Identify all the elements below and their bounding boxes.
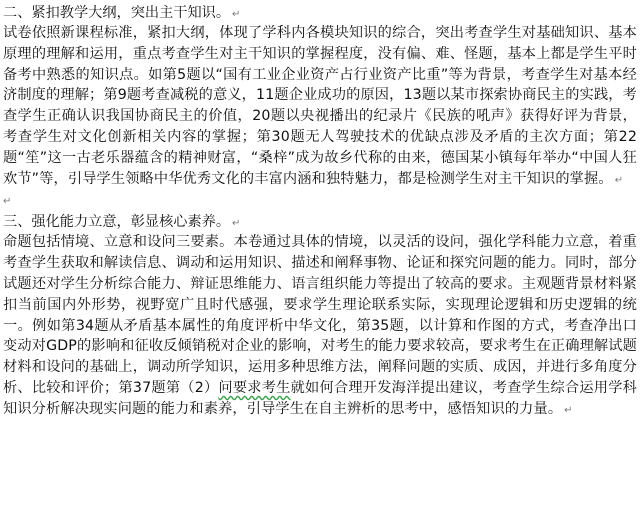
section-three-body-text-2: 就如何合理开发海洋提出建议，考查学生综合运用学科知识分析解决现实问题的能力和素养，引导学生在自主辨析的思考中，感悟知识的力量。: [3, 379, 637, 417]
document-page: [3, 3, 637, 422]
section-two-heading: [3, 3, 637, 23]
section-three-body: [3, 232, 637, 421]
section-three-heading: [3, 212, 637, 232]
section-three: [3, 212, 637, 421]
grammar-underlined-text[interactable]: 问要求考生: [218, 379, 291, 396]
blank-line: [3, 191, 637, 212]
paragraph-mark-icon: ↵: [3, 196, 12, 208]
paragraph-mark-icon: ↵: [564, 404, 573, 416]
paragraph-mark-icon: ↵: [614, 174, 624, 186]
section-three-heading-text: 三、强化能力立意，彰显核心素养。: [3, 214, 231, 231]
section-two: [3, 3, 637, 191]
paragraph-mark-icon: ↵: [232, 218, 241, 230]
section-two-body: [3, 23, 637, 191]
section-two-heading-text: 二、紧扣教学大纲，突出主干知识。: [3, 5, 231, 21]
section-three-body-text-1: 命题包括情境、立意和设问三要素。本卷通过具体的情境，以灵活的设问，强化学科能力立意，着重考查学生获取和解读信息、调动和运用知识、描述和阐释事物、论证和探究问题的能力。同时，部分试题还对学生分析综合能力、辩证思维能力、语言组织能力等提出了较高的要求。主观题背景材料紧扣当前国内外形势，视野宽广且时代感强，要求学生理论联系实际，实现理论逻辑和历史逻辑的统一。例如第34题从矛盾基本属性的角度评析中华文化，第35题，以计算和作图的方式，考查净出口变动对GDP的影响和征收反倾销税对企业的影响，对考生的能力要求较高，要求考生在正确理解试题材料和设问的基础上，调动所学知识，运用多种思维方法，阐释问题的实质、成因，并进行多角度分析、比较和评价；第37题第（2）: [3, 234, 637, 396]
paragraph-mark-icon: ↵: [232, 9, 241, 20]
section-two-body-text: 试卷依照新课程标准，紧扣大纲，体现了学科内各模块知识的综合，突出考查学生对基础知识、基本原理的理解和运用，重点考查学生对主干知识的掌握程度，没有偏、难、怪题，基本上都是学生平时备考中熟悉的知识点。如第5题以“国有工业企业资产占行业资产比重”等为背景，考查学生对基本经济制度的理解；第9题考查减税的意义，11题企业成功的原因，13题以某市探索协商民主的实践，考查学生正确认识我国协商民主的价值，20题以央视播出的纪录片《民族的吼声》获得好评为背景，考查学生对文化创新相关内容的掌握；第30题无人驾驶技术的优缺点涉及矛盾的主次方面；第22题“笙”这一古老乐器蕴含的精神财富，“桑梓”成为故乡代称的由来，德国某小镇每年举办“中国人狂欢节”等，引导学生领略中华优秀文化的丰富内涵和独特魅力，都是检测学生对主干知识的掌握。: [3, 25, 637, 187]
